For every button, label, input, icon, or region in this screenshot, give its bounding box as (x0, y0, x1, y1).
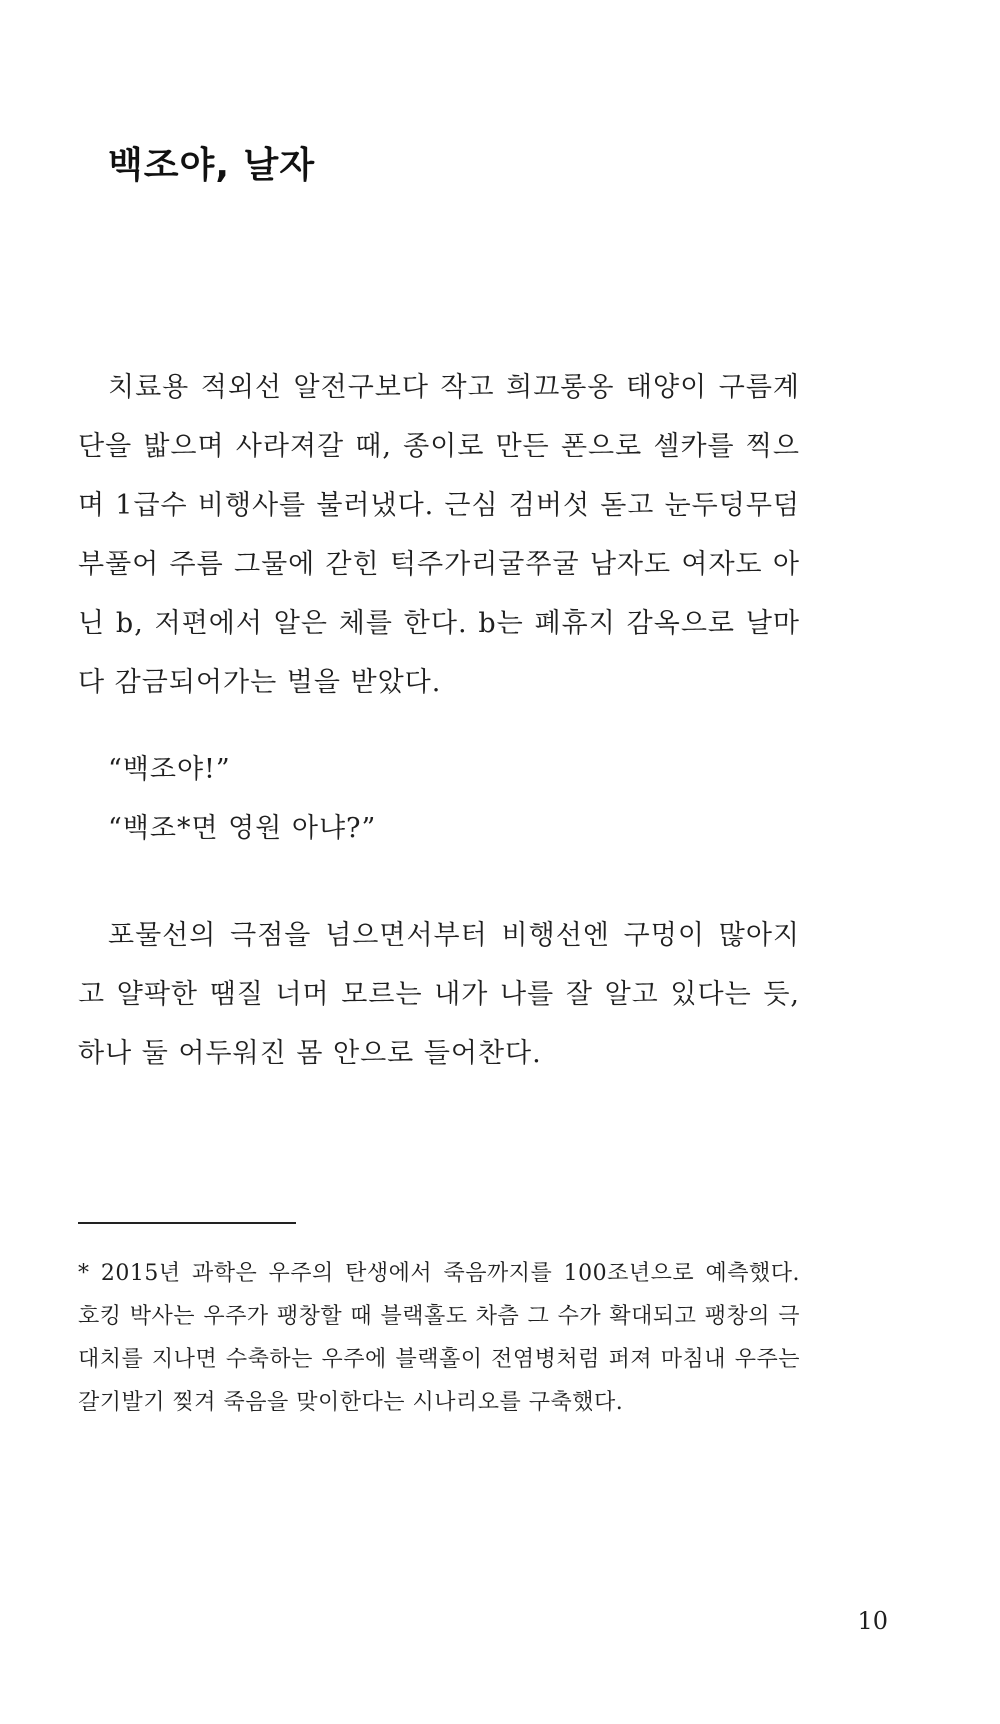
body-paragraph-2 (78, 906, 800, 1083)
body-paragraph-1 (78, 358, 800, 712)
dialogue-block (78, 740, 800, 858)
dialogue-line-2: “백조*면 영원 아냐?” (108, 813, 377, 844)
dialogue-line-1: “백조야!” (108, 754, 231, 785)
page-number: 10 (857, 1607, 888, 1635)
paragraph-text: 치료용 적외선 알전구보다 작고 희끄롱옹 태양이 구름계단을 밟으며 사라져갈 때, 종이로 만든 폰으로 셀카를 찍으며 1급수 비행사를 불러냈다. 근심 검버섯 돋고 눈두덩무덤 부풀어 주름 그물에 갇힌 턱주가리굴쭈굴 남자도 여자도 아닌 b, 저편에서 알은 체를 한다. b는 폐휴지 감옥으로 날마다 감금되어가는 벌을 받았다. (78, 372, 800, 698)
footnote-divider (78, 1222, 296, 1224)
paragraph-text: 포물선의 극점을 넘으면서부터 비행선엔 구멍이 많아지고 얄팍한 땜질 너머 모르는 내가 나를 잘 알고 있다는 듯, 하나 둘 어두워진 몸 안으로 들어찬다. (78, 920, 800, 1069)
chapter-title: 백조야, 날자 (108, 145, 316, 186)
footnote: * 2015년 과학은 우주의 탄생에서 죽음까지를 100조년으로 예측했다. 호킹 박사는 우주가 팽창할 때 블랙홀도 차츰 그 수가 확대되고 팽창의 극대치를 지나면 수축하는 우주에 블랙홀이 전염병처럼 퍼져 마침내 우주는 갈기발기 찢겨 죽음을 맞이한다는 시나리오를 구축했다. (78, 1261, 800, 1415)
